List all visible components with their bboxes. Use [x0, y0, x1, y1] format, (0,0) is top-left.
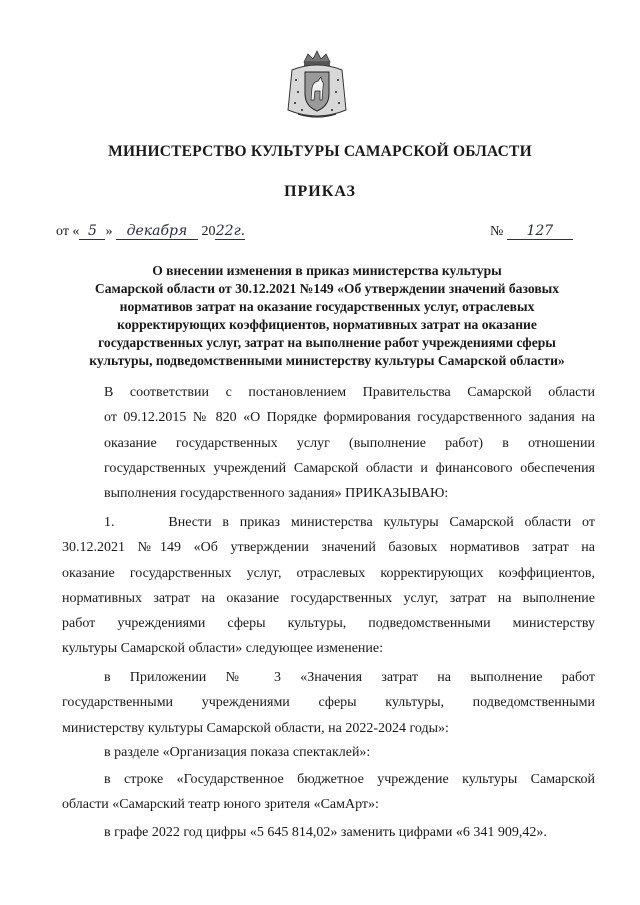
preamble-paragraph — [62, 380, 595, 506]
date-month: декабря — [116, 224, 198, 240]
text-line: в графе 2022 год цифры «5 645 814,02» заменить цифрами «6 341 909,42». — [104, 825, 547, 840]
text-line: В соответствии с постановлением Правительства Самарской области — [104, 385, 595, 400]
date-quote-close: » — [105, 224, 113, 239]
subject-line: корректирующих коэффициентов, нормативных затрат на оказание — [117, 317, 537, 332]
text-line: 1. Внести в приказ министерства культуры Самарской области от — [104, 515, 595, 530]
date-prefix: от « — [56, 224, 80, 239]
text-line: области «Самарский театр юного зрителя «СамАрт»: — [62, 797, 379, 813]
order-date — [56, 224, 245, 240]
subject-line: О внесении изменения в приказ министерства культуры — [152, 263, 502, 278]
date-day: 5 — [79, 224, 105, 240]
row-paragraph — [62, 767, 595, 818]
text-line: в Приложении № 3 «Значения затрат на выполнение работ — [104, 670, 595, 685]
date-year-hand: 22г. — [215, 223, 246, 239]
text-line: министерству культуры Самарской области, на 2022-2024 годы»: — [62, 720, 449, 736]
text-line: в строке «Государственное бюджетное учреждение культуры Самарской — [104, 772, 595, 787]
item-1-paragraph — [62, 510, 595, 662]
text-line: 30.12.2021 №149 «Об утверждении значений базовых нормативов затрат на — [62, 540, 595, 556]
order-subject — [60, 262, 594, 370]
ministry-name: МИНИСТЕРСТВО КУЛЬТУРЫ САМАРСКОЙ ОБЛАСТИ — [108, 143, 532, 160]
document-title: ПРИКАЗ — [284, 183, 356, 200]
column-paragraph — [62, 820, 595, 845]
text-line: в разделе «Организация показа спектаклей»: — [104, 745, 371, 760]
text-line: оказание государственных услуг (выполнение работ) в отношении — [104, 435, 595, 451]
text-line: оказание государственных услуг, отраслевых корректирующих коэффициентов, — [62, 565, 595, 581]
appendix-paragraph — [62, 665, 595, 741]
number-label: № — [490, 224, 504, 239]
order-number — [490, 224, 573, 240]
text-line: выполнения государственного задания» ПРИКАЗЫВАЮ: — [104, 486, 449, 502]
text-line: государственными учреждениями сферы культуры, подведомственными — [62, 695, 595, 711]
text-line: от 09.12.2015 № 820 «О Порядке формирования государственного задания на — [104, 410, 595, 426]
number-value: 127 — [507, 224, 573, 240]
text-line: работ учреждениями сферы культуры, подведомственными министерству — [62, 616, 595, 632]
subject-line: нормативов затрат на оказание государственных услуг, отраслевых — [119, 299, 535, 314]
text-line: культуры Самарской области» следующее изменение: — [62, 641, 384, 657]
section-paragraph — [62, 740, 595, 765]
date-year-print: 20 — [201, 224, 216, 239]
subject-line: государственных услуг, затрат на выполнение работ учреждениями сферы — [98, 335, 556, 350]
text-line: нормативных затрат на оказание государственных услуг, затрат на выполнение — [62, 590, 595, 606]
subject-line: культуры, подведомственными министерству культуры Самарской области» — [89, 353, 565, 368]
subject-line: Самарской области от 30.12.2021 №149 «Об утверждении значений базовых — [94, 281, 560, 296]
text-line: государственных учреждений Самарской области и финансового обеспечения — [104, 460, 595, 476]
coat-of-arms-emblem — [284, 48, 350, 124]
